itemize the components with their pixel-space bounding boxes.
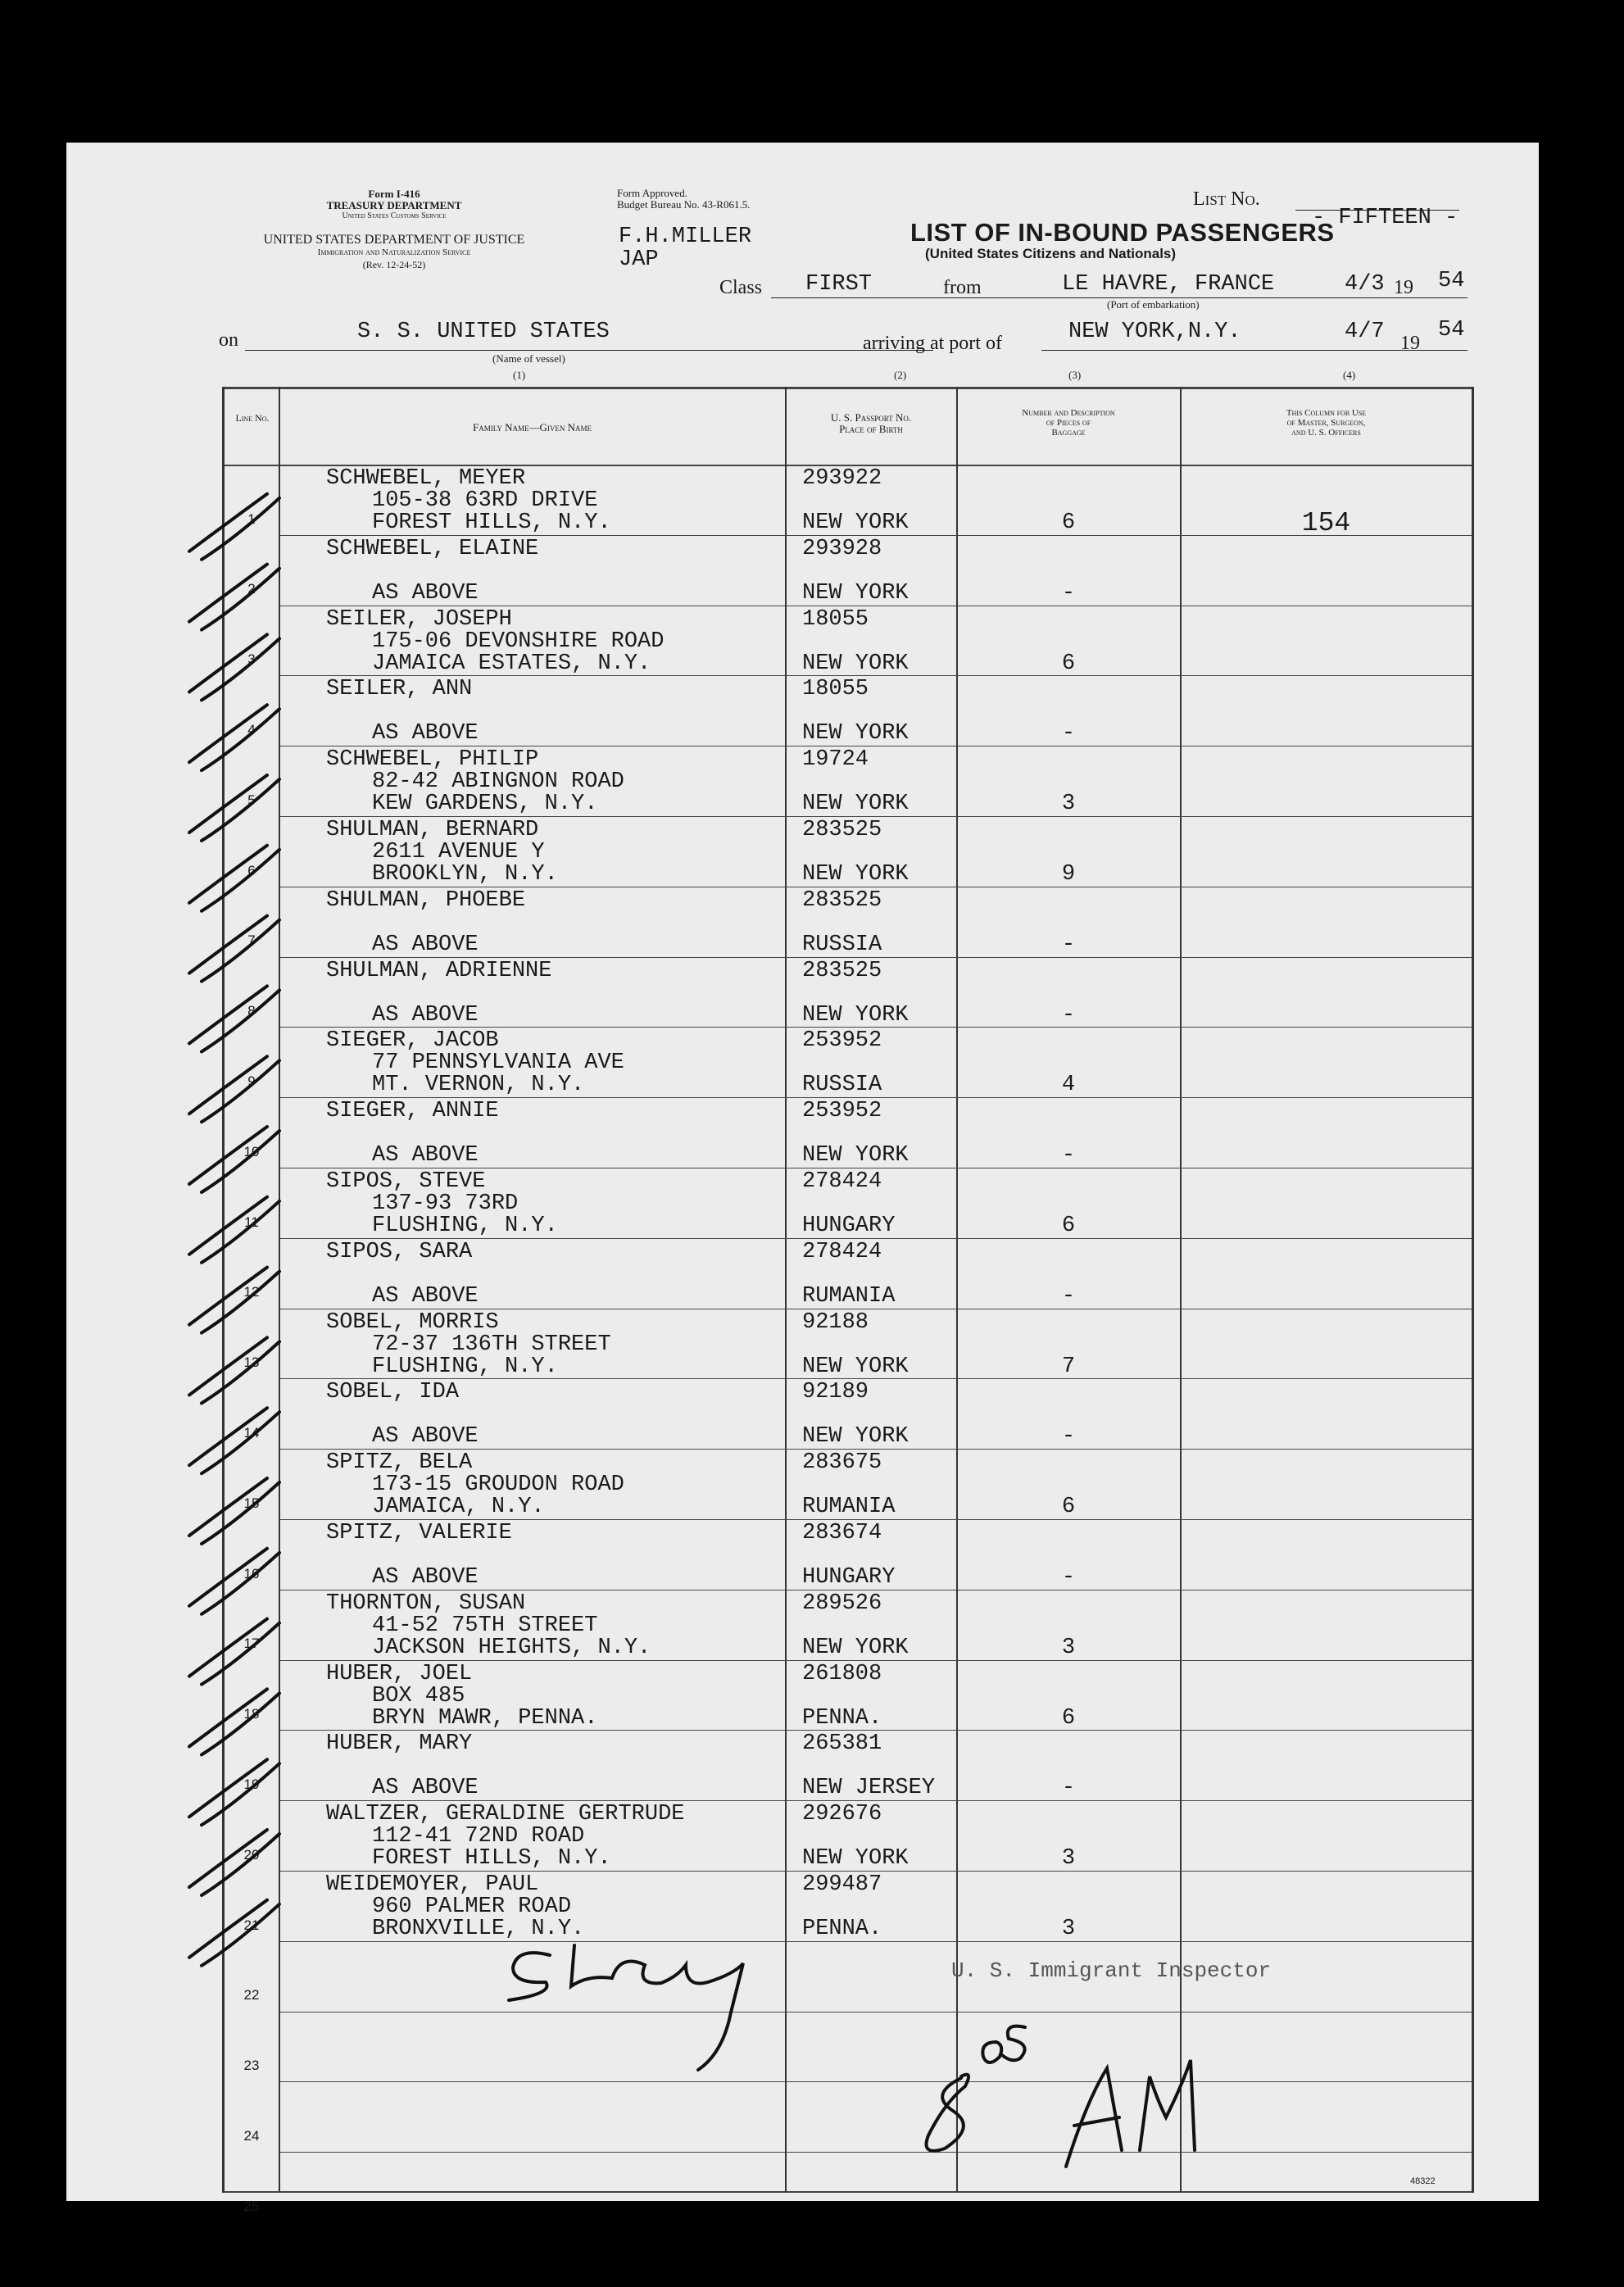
check-mark xyxy=(189,1759,279,1825)
baggage-count: - xyxy=(1061,580,1076,606)
signature-mark xyxy=(509,1945,743,2070)
customs-label: United States Customs Service xyxy=(342,211,447,220)
document-subtitle: (United States Citizens and Nationals) xyxy=(925,246,1177,261)
passport-number: 293922 xyxy=(802,466,882,491)
check-mark xyxy=(189,1830,279,1895)
baggage-count: 3 xyxy=(1061,792,1076,817)
port-embark-caption: (Port of embarkation) xyxy=(1107,298,1200,311)
baggage-count: 7 xyxy=(1061,1354,1076,1379)
place-of-birth: PENNA. xyxy=(802,1705,882,1731)
passport-number: 293928 xyxy=(802,536,882,561)
passenger-name: SCHWEBEL, PHILIP xyxy=(326,747,539,773)
baggage-count: 6 xyxy=(1061,1705,1076,1731)
passenger-address-line1: BOX 485 xyxy=(372,1683,465,1708)
typed-name-1: F.H.MILLER xyxy=(619,225,752,249)
passenger-address-line2: JACKSON HEIGHTS, N.Y. xyxy=(372,1635,651,1660)
passenger-address-line2: AS ABOVE xyxy=(372,1776,479,1801)
manifest-page xyxy=(66,143,1539,2214)
passenger-name: SIEGER, ANNIE xyxy=(326,1099,499,1124)
passenger-address-line2: AS ABOVE xyxy=(372,932,479,957)
baggage-count: - xyxy=(1061,1424,1076,1450)
passport-number: 261808 xyxy=(802,1661,882,1686)
place-of-birth: RUSSIA xyxy=(802,932,882,957)
passenger-address-line2: AS ABOVE xyxy=(372,1143,479,1168)
passenger-name: SIPOS, SARA xyxy=(326,1239,473,1264)
place-of-birth: NEW YORK xyxy=(802,1424,909,1450)
vessel-name: S. S. UNITED STATES xyxy=(357,320,610,344)
handwriting-layer xyxy=(66,143,1539,2201)
arrival-year: 54 xyxy=(1438,318,1465,343)
col-header-birth: Place of Birth xyxy=(839,423,903,435)
passport-number: 292676 xyxy=(802,1802,882,1827)
passenger-name: SEILER, ANN xyxy=(326,677,473,702)
col-3-number: (3) xyxy=(1068,369,1082,381)
passenger-name: SHULMAN, ADRIENNE xyxy=(326,958,552,983)
line-number: 9 xyxy=(247,1073,256,1090)
passenger-address-line2: AS ABOVE xyxy=(372,580,479,606)
col-header-passport: U. S. Passport No. xyxy=(830,411,912,424)
line-number: 11 xyxy=(244,1214,259,1230)
form-approved: Form Approved. xyxy=(617,187,687,199)
col-header-name: Family Name—Given Name xyxy=(473,421,592,433)
passenger-address-line1: 175-06 DEVONSHIRE ROAD xyxy=(372,628,665,654)
line-number: 21 xyxy=(243,1917,260,1933)
vessel-caption: (Name of vessel) xyxy=(492,352,565,365)
justice-label: UNITED STATES DEPARTMENT OF JUSTICE xyxy=(263,233,525,247)
baggage-count: 6 xyxy=(1061,651,1076,676)
check-mark xyxy=(189,1478,279,1544)
list-no-value: - FIFTEEN - xyxy=(1312,206,1458,230)
check-mark xyxy=(189,775,279,841)
passenger-address-line1: 173-15 GROUDON ROAD xyxy=(372,1472,624,1498)
passenger-address-line2: FLUSHING, N.Y. xyxy=(372,1354,558,1379)
passenger-address-line1: 960 PALMER ROAD xyxy=(372,1894,572,1919)
place-of-birth: NEW YORK xyxy=(802,721,909,746)
passenger-address-line2: AS ABOVE xyxy=(372,1565,479,1590)
col-header-baggage-2: of Pieces of xyxy=(1046,418,1091,428)
place-of-birth: NEW JERSEY xyxy=(802,1776,936,1801)
passport-number: 283525 xyxy=(802,818,882,842)
place-of-birth: NEW YORK xyxy=(802,510,909,535)
passenger-name: SIPOS, STEVE xyxy=(326,1169,486,1194)
col-4-number: (4) xyxy=(1343,369,1356,381)
line-number: 6 xyxy=(247,862,256,878)
place-of-birth: HUNGARY xyxy=(802,1214,896,1238)
check-mark xyxy=(189,916,279,982)
col-header-officer-3: and U. S. Officers xyxy=(1291,428,1361,438)
embark-date: 4/3 xyxy=(1345,272,1385,297)
check-mark xyxy=(189,1549,279,1614)
check-mark xyxy=(189,494,279,560)
passenger-address-line2: AS ABOVE xyxy=(372,1002,479,1028)
line-number: 8 xyxy=(247,1003,256,1019)
passenger-name: WEIDEMOYER, PAUL xyxy=(326,1872,539,1897)
check-mark xyxy=(189,1127,279,1192)
passport-number: 253952 xyxy=(802,1028,882,1054)
passport-number: 18055 xyxy=(802,677,869,702)
line-number: 23 xyxy=(243,2058,260,2074)
line-number: 4 xyxy=(247,722,256,738)
class-value: FIRST xyxy=(805,272,873,297)
line-number: 20 xyxy=(243,1846,260,1863)
form-footer-number: 48322 xyxy=(1410,2176,1436,2186)
place-of-birth: NEW YORK xyxy=(802,862,909,887)
check-mark xyxy=(189,1408,279,1473)
treasury-label: TREASURY DEPARTMENT xyxy=(326,199,462,211)
check-mark xyxy=(189,846,279,911)
passenger-address-line2: AS ABOVE xyxy=(372,721,479,746)
passenger-address-line1: 77 PENNSYLVANIA AVE xyxy=(372,1050,624,1076)
passenger-address-line2: AS ABOVE xyxy=(372,1283,479,1309)
passenger-address-line1: 2611 AVENUE Y xyxy=(372,840,545,864)
passport-number: 283674 xyxy=(802,1521,882,1545)
place-of-birth: NEW YORK xyxy=(802,580,909,606)
passport-number: 299487 xyxy=(802,1872,882,1897)
passenger-address-line2: MT. VERNON, N.Y. xyxy=(372,1073,585,1098)
place-of-birth: RUMANIA xyxy=(802,1495,896,1520)
passenger-address-line2: JAMAICA ESTATES, N.Y. xyxy=(372,651,651,676)
col-header-line-no: Line No. xyxy=(235,412,270,424)
revision-label: (Rev. 12-24-52) xyxy=(362,259,426,270)
inspector-stamp: U. S. Immigrant Inspector xyxy=(951,1958,1272,1983)
passenger-name: SEILER, JOSEPH xyxy=(326,606,512,632)
check-mark xyxy=(189,1900,279,1966)
place-of-birth: PENNA. xyxy=(802,1917,882,1941)
baggage-count: - xyxy=(1061,932,1076,957)
baggage-count: 3 xyxy=(1061,1917,1076,1941)
passenger-address-line2: BRONXVILLE, N.Y. xyxy=(372,1917,585,1941)
check-mark xyxy=(189,705,279,770)
passenger-name: SCHWEBEL, MEYER xyxy=(326,466,526,491)
ins-label: Immigration and Naturalization Service xyxy=(317,247,471,257)
place-of-birth: HUNGARY xyxy=(802,1565,896,1590)
baggage-count: 3 xyxy=(1061,1846,1076,1872)
line-number: 24 xyxy=(243,2128,260,2144)
passenger-address-line1: 72-37 136TH STREET xyxy=(372,1332,611,1357)
place-of-birth: NEW YORK xyxy=(802,792,909,817)
check-mark xyxy=(189,1337,279,1403)
passenger-address-line2: FLUSHING, N.Y. xyxy=(372,1214,558,1238)
arriving-label: arriving at port of xyxy=(863,333,1002,354)
check-mark xyxy=(189,1056,279,1122)
check-mark xyxy=(189,1197,279,1263)
line-number: 18 xyxy=(243,1706,260,1722)
line-number: 14 xyxy=(243,1425,260,1441)
baggage-count: 6 xyxy=(1061,1495,1076,1520)
passenger-address-line2: FOREST HILLS, N.Y. xyxy=(372,1846,611,1872)
col-header-officer-1: This Column for Use xyxy=(1286,408,1367,418)
check-mark xyxy=(189,986,279,1051)
col-header-officer-2: of Master, Surgeon, xyxy=(1286,418,1366,428)
col-header-baggage-3: Baggage xyxy=(1051,428,1086,438)
passport-number: 92189 xyxy=(802,1380,869,1405)
check-mark xyxy=(189,1689,279,1754)
line-number: 10 xyxy=(243,1143,260,1159)
line-number: 2 xyxy=(247,581,256,597)
passenger-name: SHULMAN, BERNARD xyxy=(326,818,539,842)
passenger-address-line1: 41-52 75TH STREET xyxy=(372,1613,598,1638)
line-number: 5 xyxy=(247,792,256,808)
passenger-address-line2: KEW GARDENS, N.Y. xyxy=(372,792,598,817)
place-of-birth: NEW YORK xyxy=(802,1002,909,1028)
typed-name-2: JAP xyxy=(619,247,659,272)
document-title: LIST OF IN-BOUND PASSENGERS xyxy=(910,218,1335,247)
baggage-count: 9 xyxy=(1061,862,1076,887)
passenger-address-line2: AS ABOVE xyxy=(372,1424,479,1450)
passenger-name: SPITZ, VALERIE xyxy=(326,1521,512,1545)
passenger-name: SPITZ, BELA xyxy=(326,1450,473,1476)
passport-number: 18055 xyxy=(802,606,869,632)
line-number: 12 xyxy=(243,1284,260,1300)
line-number: 19 xyxy=(243,1777,260,1793)
place-of-birth: RUSSIA xyxy=(802,1073,882,1098)
passport-number: 283525 xyxy=(802,958,882,983)
passport-number: 92188 xyxy=(802,1309,869,1335)
place-of-birth: NEW YORK xyxy=(802,1143,909,1168)
col-header-baggage-1: Number and Description xyxy=(1022,408,1115,418)
col-2-number: (2) xyxy=(894,369,907,381)
baggage-count: 3 xyxy=(1061,1635,1076,1660)
on-label: on xyxy=(219,329,238,351)
passenger-address-line2: BRYN MAWR, PENNA. xyxy=(372,1705,598,1731)
passenger-name: THORNTON, SUSAN xyxy=(326,1590,526,1616)
passenger-name: HUBER, MARY xyxy=(326,1731,473,1757)
passenger-address-line2: FOREST HILLS, N.Y. xyxy=(372,510,611,535)
baggage-count: - xyxy=(1061,1283,1076,1309)
line-number: 22 xyxy=(243,1987,260,2003)
passport-number: 19724 xyxy=(802,747,869,773)
embark-year: 54 xyxy=(1438,269,1465,293)
line-number: 25 xyxy=(243,2198,260,2214)
line-number: 3 xyxy=(247,651,256,668)
passenger-address-line2: BROOKLYN, N.Y. xyxy=(372,862,558,887)
baggage-count: - xyxy=(1061,721,1076,746)
passenger-name: SHULMAN, PHOEBE xyxy=(326,887,526,913)
check-mark xyxy=(189,1268,279,1333)
line-number: 15 xyxy=(243,1495,260,1511)
passenger-name: HUBER, JOEL xyxy=(326,1661,473,1686)
baggage-count: - xyxy=(1061,1143,1076,1168)
arrival-date: 4/7 xyxy=(1345,320,1385,344)
col-1-number: (1) xyxy=(513,369,526,381)
check-mark xyxy=(189,565,279,630)
passport-number: 278424 xyxy=(802,1239,882,1264)
port-of-embarkation: LE HAVRE, FRANCE xyxy=(1062,272,1275,297)
from-label: from xyxy=(943,277,982,298)
line-number: 13 xyxy=(243,1355,260,1371)
passport-number: 283525 xyxy=(802,887,882,913)
check-mark xyxy=(189,634,279,700)
baggage-count: - xyxy=(1061,1002,1076,1028)
place-of-birth: NEW YORK xyxy=(802,1635,909,1660)
time-mark xyxy=(927,2026,1195,2167)
passenger-name: SIEGER, JACOB xyxy=(326,1028,499,1054)
baggage-count: 6 xyxy=(1061,510,1076,535)
budget-bureau: Budget Bureau No. 43-R061.5. xyxy=(617,198,751,211)
passenger-address-line1: 112-41 72ND ROAD xyxy=(372,1824,585,1849)
class-label: Class xyxy=(719,277,763,298)
passenger-address-line1: 82-42 ABINGNON ROAD xyxy=(372,769,624,795)
passenger-address-line1: 105-38 63RD DRIVE xyxy=(372,488,598,513)
passenger-name: SOBEL, IDA xyxy=(326,1380,460,1405)
passport-number: 283675 xyxy=(802,1450,882,1476)
passport-number: 265381 xyxy=(802,1731,882,1757)
baggage-count: 6 xyxy=(1061,1214,1076,1238)
form-number: Form I-416 xyxy=(368,188,420,200)
list-no-label: List No. xyxy=(1193,188,1260,210)
line-number: 16 xyxy=(243,1565,260,1581)
check-mark xyxy=(189,1619,279,1685)
passport-number: 253952 xyxy=(802,1099,882,1124)
passport-number: 278424 xyxy=(802,1169,882,1194)
embark-year-prefix: 19 xyxy=(1394,277,1413,298)
place-of-birth: NEW YORK xyxy=(802,1846,909,1872)
baggage-count: - xyxy=(1061,1776,1076,1801)
baggage-count: 4 xyxy=(1061,1073,1076,1098)
passport-number: 289526 xyxy=(802,1590,882,1616)
arrival-port: NEW YORK,N.Y. xyxy=(1068,320,1241,344)
arrival-year-prefix: 19 xyxy=(1400,333,1420,354)
officer-note: 154 xyxy=(1301,508,1351,538)
line-number: 7 xyxy=(247,932,256,949)
place-of-birth: RUMANIA xyxy=(802,1283,896,1309)
passenger-address-line1: 137-93 73RD xyxy=(372,1191,519,1216)
passenger-address-line2: JAMAICA, N.Y. xyxy=(372,1495,545,1520)
line-number: 1 xyxy=(247,510,256,527)
place-of-birth: NEW YORK xyxy=(802,651,909,676)
passenger-name: WALTZER, GERALDINE GERTRUDE xyxy=(326,1802,685,1827)
place-of-birth: NEW YORK xyxy=(802,1354,909,1379)
passenger-name: SOBEL, MORRIS xyxy=(326,1309,499,1335)
passenger-name: SCHWEBEL, ELAINE xyxy=(326,536,539,561)
line-number: 17 xyxy=(243,1636,260,1652)
baggage-count: - xyxy=(1061,1565,1076,1590)
